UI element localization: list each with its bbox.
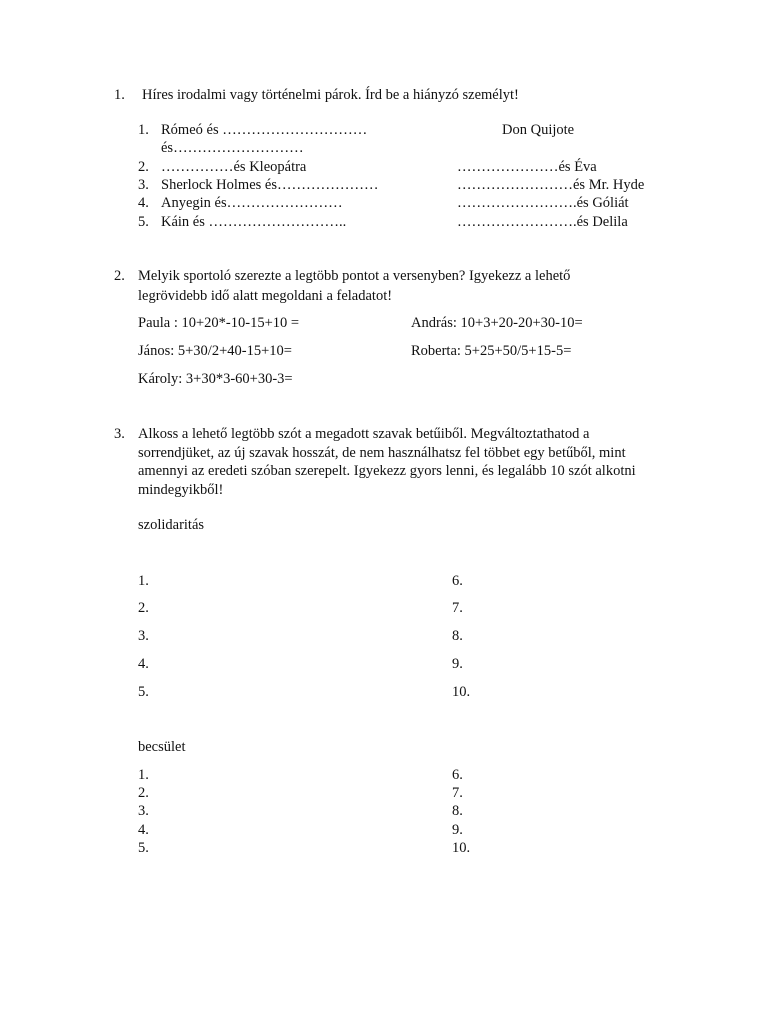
word1-answer-num-2: 2. (138, 600, 149, 616)
task2-karoly: Károly: 3+30*3-60+30-3= (138, 371, 293, 387)
task2-janos: János: 5+30/2+40-15+10= (138, 343, 292, 359)
word1-answer-num-4: 4. (138, 656, 149, 672)
task1-left-num-4: 4. (138, 195, 149, 211)
word2-answer-num-2: 2. (138, 785, 149, 801)
word2-answer-num-10: 10. (452, 840, 471, 856)
task2-andras: András: 10+3+20-20+30-10= (411, 315, 583, 331)
word1-answer-num-10: 10. (452, 684, 471, 700)
task3-title-line-3: amennyi az eredeti szóban szerepelt. Igyekezz gyors lenni, és legalább 10 szót alkotni (138, 463, 636, 479)
task2-number: 2. (114, 268, 125, 284)
task2-title-line-1: Melyik sportoló szerezte a legtöbb pontot a versenyben? Igyekezz a lehető (138, 268, 571, 284)
word1-answer-num-5: 5. (138, 684, 149, 700)
word2-answer-num-4: 4. (138, 822, 149, 838)
word2-answer-num-9: 9. (452, 822, 463, 838)
task1-right-item-3: ……………………és Mr. Hyde (457, 177, 645, 193)
task3-word-1: szolidaritás (138, 517, 205, 533)
word2-answer-num-5: 5. (138, 840, 149, 856)
word2-answer-num-6: 6. (452, 767, 463, 783)
task2-paula: Paula : 10+20*-10-15+10 = (138, 315, 300, 331)
task3-word-2: becsület (138, 739, 186, 755)
word1-answer-num-3: 3. (138, 628, 149, 644)
task3-title-line-4: mindegyikből! (138, 482, 224, 498)
task1-left-item-2: ……………és Kleopátra (161, 159, 307, 175)
task1-right-item-1: Don Quijote (502, 122, 575, 138)
word1-answer-num-6: 6. (452, 573, 463, 589)
task3-title-line-1: Alkoss a lehető legtöbb szót a megadott szavak betűiből. Megváltoztathatod a (138, 426, 590, 442)
task1-left-num-2: 2. (138, 159, 149, 175)
task1-left-num-3: 3. (138, 177, 149, 193)
word2-answer-num-1: 1. (138, 767, 149, 783)
task1-number: 1. (114, 87, 125, 103)
word2-answer-num-7: 7. (452, 785, 463, 801)
task1-left-num-5: 5. (138, 214, 149, 230)
task1-left-item-1: Rómeó és ………………………… (161, 122, 368, 138)
task1-right-item-2: …………………és Éva (457, 159, 597, 175)
word2-answer-num-8: 8. (452, 803, 463, 819)
task2-title-line-2: legrövidebb idő alatt megoldani a feladatot! (138, 288, 393, 304)
word1-answer-num-1: 1. (138, 573, 149, 589)
word1-answer-num-8: 8. (452, 628, 463, 644)
task1-left-item-3: Sherlock Holmes és………………… (161, 177, 379, 193)
task3-number: 3. (114, 426, 125, 442)
task1-right-item-4: …………………….és Góliát (457, 195, 629, 211)
task1-left-item-4: Anyegin és…………………… (161, 195, 343, 211)
task1-left-num-1: 1. (138, 122, 149, 138)
task1-right-item-5: …………………….és Delila (457, 214, 628, 230)
word2-answer-num-3: 3. (138, 803, 149, 819)
word1-answer-num-9: 9. (452, 656, 463, 672)
task1-title: Híres irodalmi vagy történelmi párok. Írd be a hiányzó személyt! (142, 87, 519, 103)
task2-roberta: Roberta: 5+25+50/5+15-5= (411, 343, 572, 359)
word1-answer-num-7: 7. (452, 600, 463, 616)
task1-left-item-5: Káin és ……………………….. (161, 214, 347, 230)
task3-title-line-2: sorrendjüket, az új szavak hosszát, de nem használhatsz fel többet egy betűből, mint (138, 445, 626, 461)
task1-left-item-1-cont: és……………………… (161, 140, 304, 156)
